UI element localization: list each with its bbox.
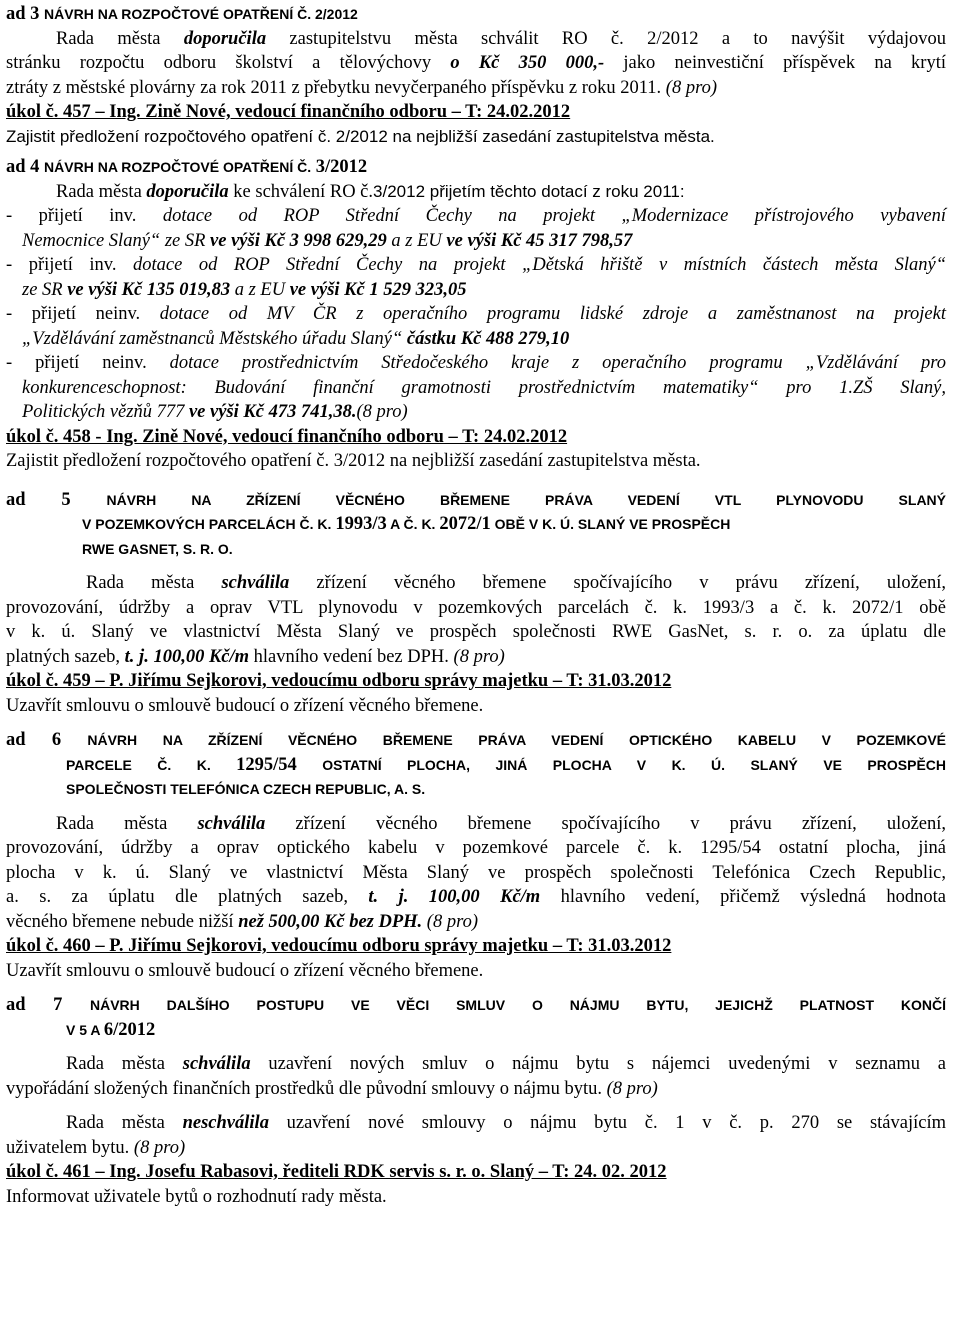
- section-5-task: úkol č. 459 – P. Jiřímu Sejkorovi, vedoucímu odboru správy majetku – T: 31.03.2012: [6, 671, 672, 691]
- section-3-text: Rada města doporučila zastupitelstvu města schválit RO č. 2/2012 a to navýšit výdajovou: [56, 28, 946, 49]
- section-4-note: Zajistit předložení rozpočtového opatření č. 3/2012 na nejbližší zasedání zastupitelstva města.: [6, 451, 701, 471]
- section-4-heading: ad 4 NÁVRH NA ROZPOČTOVÉ OPATŘENÍ Č. 3/2012: [6, 157, 368, 177]
- section-4-item-1: - přijetí inv. dotace od ROP Střední Čechy na projekt „Modernizace přístrojového vybavení: [6, 206, 947, 226]
- section-4-item-3: - přijetí neinv. dotace od MV ČR z operačního programu lidské zdroje a zaměstnanost na projekt: [6, 304, 946, 324]
- section-7-note: Informovat uživatele bytů o rozhodnutí rady města.: [6, 1186, 387, 1207]
- section-4-item-2: - přijetí inv. dotace od ROP Střední Čechy na projekt „Dětská hřiště v místních částech města Slaný“: [6, 255, 947, 275]
- section-5-text: Rada města schválila zřízení věcného břemene spočívajícího v právu zřízení, uložení,: [86, 573, 947, 593]
- section-5-heading: ad 5 NÁVRH NA ZŘÍZENÍ VĚCNÉHO BŘEMENE PRÁVA VEDENÍ VTL PLYNOVODU SLANÝ: [6, 489, 946, 510]
- section-6-task: úkol č. 460 – P. Jiřímu Sejkorovi, vedoucímu odboru správy majetku – T: 31.03.2012: [6, 936, 672, 956]
- section-3-heading: ad 3 NÁVRH NA ROZPOČTOVÉ OPATŘENÍ Č. 2/2012: [6, 4, 358, 24]
- meeting-minutes-page: ad 3 NÁVRH NA ROZPOČTOVÉ OPATŘENÍ Č. 2/2012 Rada města doporučila zastupitelstvu města schválit RO č. 2/2012 a to navýšit výdajovou stránku rozpočtu odboru školství a tělovýchovy o Kč 350 000,- jako neinvestiční příspěvek na krytí ztráty z městské plovárny za rok 2011 z přebytku nevyčerpaného příspěvku z roku 2011. (8 pro) úkol č. 457 – Ing. Zině Nové, vedoucí finančního odboru – T: 24.02.2012 Zajistit předložení rozpočtového opatření č. 2/2012 na nejbližší zasedání zastupitelstva města. ad 4 NÁVRH NA ROZPOČTOVÉ OPATŘENÍ Č. 3/2012 Rada města doporučila ke schválení RO č.3/2012 přijetím těchto dotací z roku 2011: - přijetí inv. dotace od ROP Střední Čechy na projekt „Modernizace přístrojového vybavení Nemocnice Slaný“ ze SR ve výši Kč 3 998 629,29 a z EU ve výši Kč 45 317 798,57 - přijetí inv. dotace od ROP Střední Čechy na projekt „Dětská hřiště v místních částech města Slaný“ ze SR ve výši Kč 135 019,83 a z EU ve výši Kč 1 529 323,05 - přijetí neinv. dotace od MV ČR z operačního programu lidské zdroje a zaměstnanost na projekt „Vzdělávání zaměstnanců Městského úřadu Slaný“ částku Kč 488 279,10 - přijetí neinv. dotace prostřednictvím Středočeského kraje z operačního programu „Vzdělávání pro konkurenceschopnost: Budování finanční gramotnosti prostřednictvím matematiky“ pro 1.ZŠ Slaný, Politických vězňů 777 ve výši Kč 473 741,38.(8 pro) úkol č. 458 - Ing. Zině Nové, vedoucí finančního odboru – T: 24.02.2012 Zajistit předložení rozpočtového opatření č. 3/2012 na nejbližší zasedání zastupitelstva města. ad 5 NÁVRH NA ZŘÍZENÍ VĚCNÉHO BŘEMENE PRÁVA VEDENÍ VTL PLYNOVODU SLANÝ V POZEMKOVÝCH PARCELÁCH Č. K. 1993/3 A Č. K. 2072/1 OBĚ V K. Ú. SLANÝ VE PROSPĚCH RWE GASNET, S. R. O. Rada města schválila zřízení věcného břemene spočívajícího v právu zřízení, uložení, provozování, údržby a oprav VTL plynovodu v pozemkových parcelách č. k. 1993/3 a č. k. 2072/1 obě v k. ú. Slaný ve vlastnictví Města Slaný ve prospěch společnosti RWE GasNet, s. r. o. za úplatu dle platných sazeb, t. j. 100,00 Kč/m hlavního vedení bez DPH. (8 pro) úkol č. 459 – P. Jiřímu Sejkorovi, vedoucímu odboru správy majetku – T: 31.03.2012 Uzavřít smlouvu o smlouvě budoucí o zřízení věcného břemene. ad 6 NÁVRH NA ZŘÍZENÍ VĚCNÉHO BŘEMENE PRÁVA VEDENÍ OPTICKÉHO KABELU V POZEMKOVÉ PARCELE Č. K. 1295/54 OSTATNÍ PLOCHA, JINÁ PLOCHA V K. Ú. SLANÝ VE PROSPĚCH SPOLEČNOSTI TELEFÓNICA CZECH REPUBLIC, A. S. Rada města schválila zřízení věcného břemene spočívajícího v právu zřízení, uložení, provozování, údržby a oprav optického kabelu v pozemkové parcele č. k. 1295/54 ostatní plocha, jiná plocha v k. ú. Slaný ve vlastnictví Města Slaný ve prospěch společnosti Telefónica Czech Republic, a. s. za úplatu dle platných sazeb, t. j. 100,00 Kč/m hlavního vedení, přičemž výsledná hodnota věcného břemene nebude nižší než 500,00 Kč bez DPH. (8 pro) úkol č. 460 – P. Jiřímu Sejkorovi, vedoucímu odboru správy majetku – T: 31.03.2012 Uzavřít smlouvu o smlouvě budoucí o zřízení věcného břemene. ad 7 NÁVRH DALŠÍHO POSTUPU VE VĚCI SMLUV O NÁJMU BYTU, JEJICHŽ PLATNOST KONČÍ V 5 A 6/2012 Rada města schválila uzavření nových smluv o nájmu bytu s nájemci uvedenými v seznamu a vypořádání složených finančních prostředků dle původní smlouvy o nájmu bytu. (8 pro) Rada města neschválila uzavření nové smlouvy o nájmu bytu č. 1 v č. p. 270 se stávajícím uživatelem bytu. (8 pro) úkol č. 461 – Ing. Josefu Rabasovi, řediteli RDK servis s. r. o. Slaný – T: 24. 02. 2012 Informovat uživatele bytů o rozhodnutí rady města.: [6, 0, 946, 1209]
- section-5-note: Uzavřít smlouvu o smlouvě budoucí o zřízení věcného břemene.: [6, 695, 484, 716]
- section-7-text-2: Rada města neschválila uzavření nové smlouvy o nájmu bytu č. 1 v č. p. 270 se stávajícím: [66, 1113, 946, 1133]
- section-4-item-4: - přijetí neinv. dotace prostřednictvím Středočeského kraje z operačního programu „Vzdělávání pro: [6, 353, 947, 373]
- section-7-text-1: Rada města schválila uzavření nových smluv o nájmu bytu s nájemci uvedenými v seznamu a: [66, 1054, 946, 1074]
- section-6-heading: ad 6 NÁVRH NA ZŘÍZENÍ VĚCNÉHO BŘEMENE PRÁVA VEDENÍ OPTICKÉHO KABELU V POZEMKOVÉ: [6, 730, 946, 750]
- section-6-note: Uzavřít smlouvu o smlouvě budoucí o zřízení věcného břemene.: [6, 960, 484, 981]
- section-3-note: Zajistit předložení rozpočtového opatření č. 2/2012 na nejbližší zasedání zastupitelstva města.: [6, 126, 715, 146]
- section-3-task: úkol č. 457 – Ing. Zině Nové, vedoucí finančního odboru – T: 24.02.2012: [6, 102, 571, 122]
- section-7-heading: ad 7 NÁVRH DALŠÍHO POSTUPU VE VĚCI SMLUV O NÁJMU BYTU, JEJICHŽ PLATNOST KONČÍ: [6, 995, 946, 1015]
- section-7-task: úkol č. 461 – Ing. Josefu Rabasovi, řediteli RDK servis s. r. o. Slaný – T: 24. 02. 2012: [6, 1162, 667, 1182]
- section-4-text: Rada města doporučila ke schválení RO č.3/2012 přijetím těchto dotací z roku 2011:: [56, 181, 685, 202]
- section-6-text: Rada města schválila zřízení věcného břemene spočívajícího v právu zřízení, uložení,: [56, 813, 947, 834]
- section-4-task: úkol č. 458 - Ing. Zině Nové, vedoucí finančního odboru – T: 24.02.2012: [6, 426, 568, 447]
